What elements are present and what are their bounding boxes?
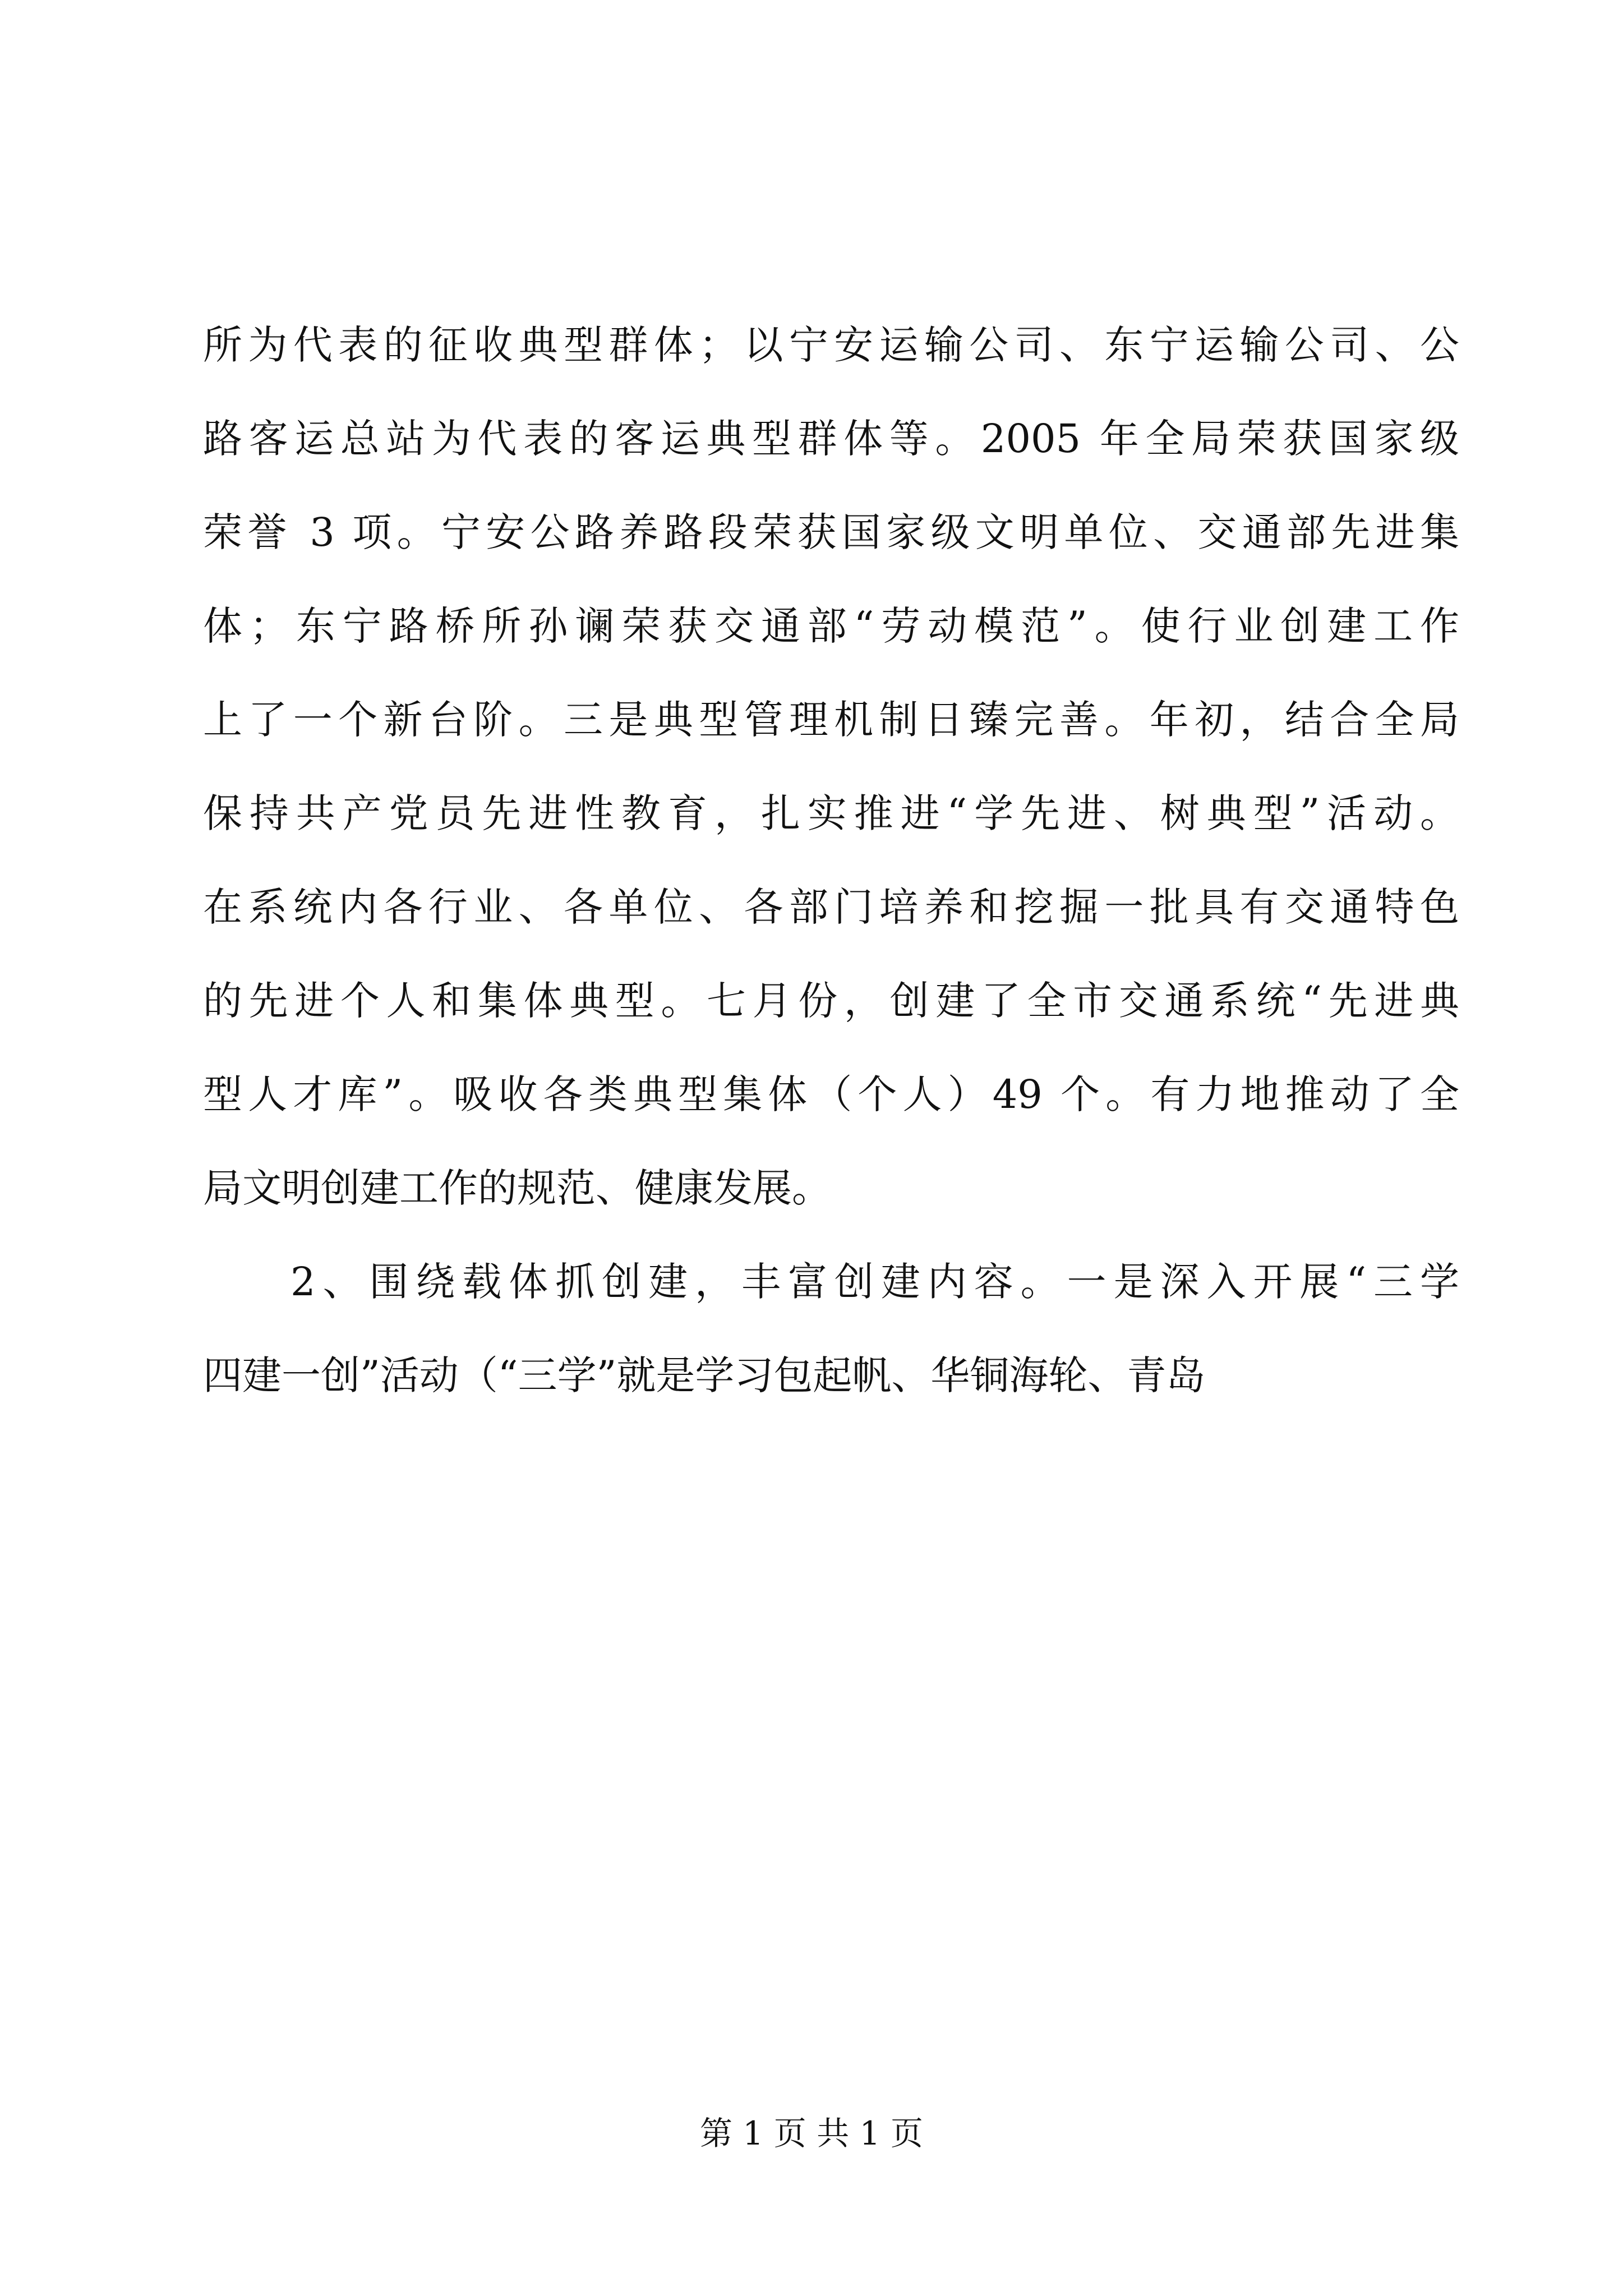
text-line: 四建一创”活动（“三学”就是学习包起帆、华铜海轮、青岛 [203,1352,1206,1398]
text-line: 所为代表的征收典型群体；以宁安运输公司、东宁运输公司、公 [203,322,1459,368]
text-line: 局文明创建工作的规范、健康发展。 [203,1165,831,1211]
text-line: 2、围绕载体抓创建，丰富创建内容。一是深入开展“三学 [291,1259,1459,1305]
text-line: 型人才库”。吸收各类典型集体（个人）49 个。有力地推动了全 [203,1071,1459,1117]
text-line: 的先进个人和集体典型。七月份，创建了全市交通系统“先进典 [203,978,1459,1024]
text-line: 荣誉 3 项。宁安公路养路段荣获国家级文明单位、交通部先进集 [203,509,1459,555]
text-line: 上了一个新台阶。三是典型管理机制日臻完善。年初，结合全局 [203,697,1459,743]
text-line: 路客运总站为代表的客运典型群体等。2005 年全局荣获国家级 [203,416,1459,462]
body-text [203,298,1459,1423]
text-line: 保持共产党员先进性教育，扎实推进“学先进、树典型”活动。 [203,790,1459,836]
text-line: 体；东宁路桥所孙谰荣获交通部“劳动模范”。使行业创建工作 [203,603,1459,649]
page-footer [0,2114,1623,2153]
page-number: 第 1 页 共 1 页 [700,2114,923,2152]
text-line: 在系统内各行业、各单位、各部门培养和挖掘一批具有交通特色 [203,884,1459,930]
